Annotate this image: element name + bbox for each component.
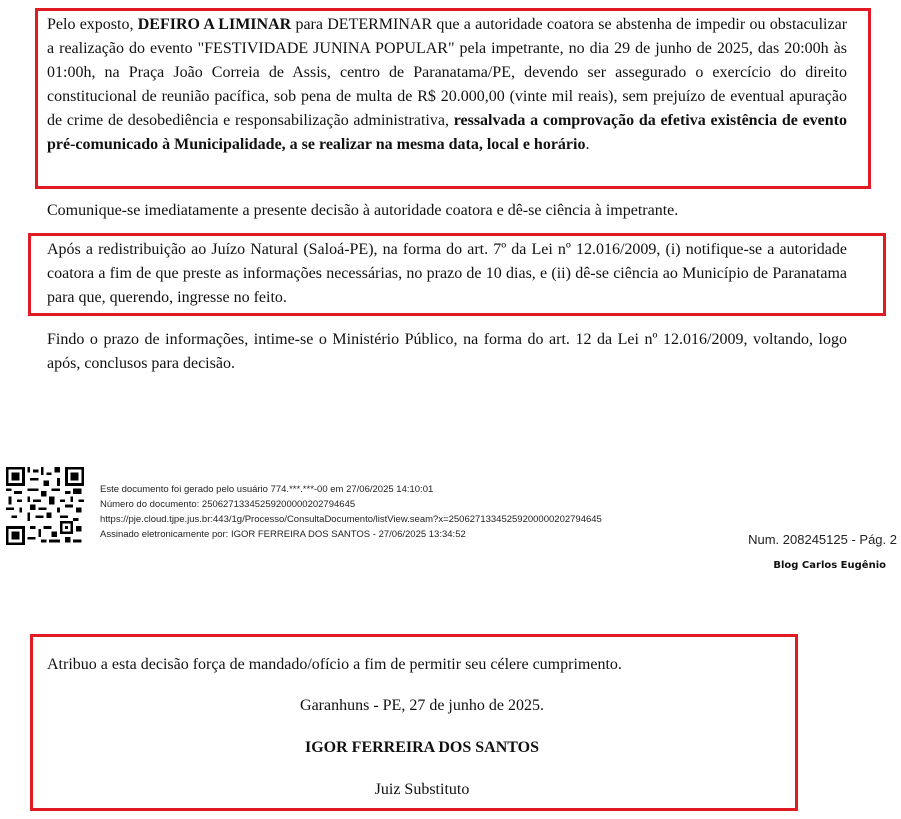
qr-code-icon <box>6 467 84 545</box>
paragraph-liminar-intro: Pelo exposto, <box>47 16 138 33</box>
paragraph-liminar-bold-ressalva: ressalvada a comprovação da efetiva existência de evento pré-comunicado à Municipalidade, a se realizar na mesma data, local e horário <box>47 112 848 153</box>
paragraph-findo-prazo: Findo o prazo de informações, intime-se o Ministério Público, na forma do art. 12 da Lei nº 12.016/2009, voltando, logo após, conclusos para decisão. <box>47 331 847 372</box>
blog-watermark: Blog Carlos Eugênio <box>773 560 886 571</box>
paragraph-liminar-end: . <box>585 136 590 153</box>
paragraph-liminar-bold-defiro: DEFIRO A LIMINAR <box>137 16 292 33</box>
document-metadata <box>100 482 602 542</box>
metadata-signature: Assinado eletronicamente por: IGOR FERREIRA DOS SANTOS - 27/06/2025 13:34:52 <box>100 529 466 540</box>
paragraph-redistribuicao: Após a redistribuição ao Juízo Natural (Saloá-PE), na forma do art. 7º da Lei nº 12.016/2009, (i) notifique-se a autoridade coatora a fim de que preste as informações necessárias, no prazo de 10 dias, e (ii) dê-se ciência ao Município de Paranatama para que, querendo, ingresse no feito. <box>47 241 847 306</box>
metadata-document-number: Número do documento: 25062713345259200000202794645 <box>100 499 356 510</box>
paragraph-atribuo: Atribuo a esta decisão força de mandado/ofício a fim de permitir seu célere cumprimento. <box>47 656 622 673</box>
metadata-document-link[interactable]: https://pje.cloud.tjpe.jus.br:443/1g/Processo/ConsultaDocumento/listView.seam?x=25062713345259200000202794645 <box>100 514 602 525</box>
judge-title: Juiz Substituto <box>374 781 470 798</box>
judge-name: IGOR FERREIRA DOS SANTOS <box>305 739 539 756</box>
paragraph-liminar <box>47 13 847 157</box>
metadata-generated-by: Este documento foi gerado pelo usuário 774.***.***-00 em 27/06/2025 14:10:01 <box>100 484 434 495</box>
page-number: Num. 208245125 - Pág. 2 <box>748 532 897 547</box>
place-and-date: Garanhuns - PE, 27 de junho de 2025. <box>300 697 544 714</box>
paragraph-liminar-body: para DETERMINAR que a autoridade coatora se abstenha de impedir ou obstaculizar a realização do evento "FESTIVIDADE JUNINA POPULAR" pela impetrante, no dia 29 de junho de 2025, das 20:00h às 01:00h, na Praça João Correia de Assis, centro de Paranatama/PE, devendo ser assegurado o exercício do direito constitucional de reunião pacífica, sob pena de multa de R$ 20.000,00 (vinte mil reais), sem prejuízo de eventual apuração de crime de desobediência e responsabilização administrativa, <box>47 16 848 129</box>
paragraph-comunique: Comunique-se imediatamente a presente decisão à autoridade coatora e dê-se ciência à impetrante. <box>47 202 679 219</box>
